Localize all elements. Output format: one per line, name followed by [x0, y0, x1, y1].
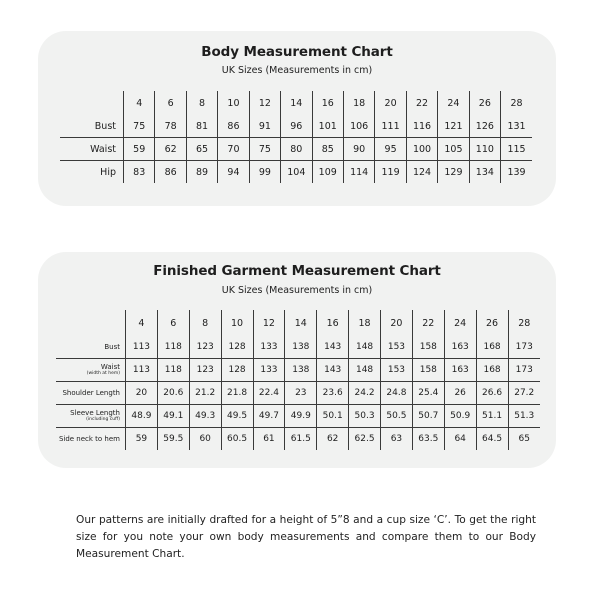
- table-cell: 133: [253, 359, 285, 382]
- table-cell: 48.9: [126, 405, 158, 428]
- table-cell: 49.9: [285, 405, 317, 428]
- size-header-24: 24: [438, 91, 469, 115]
- table-cell: 129: [438, 161, 469, 184]
- table-cell: 173: [508, 359, 540, 382]
- table-cell: 113: [126, 359, 158, 382]
- table-cell: 21.2: [189, 382, 221, 405]
- table-cell: 49.7: [253, 405, 285, 428]
- body-measurement-table: [60, 91, 532, 183]
- table-cell: 59: [126, 428, 158, 451]
- table-cell: 20.6: [157, 382, 189, 405]
- table-cell: 26.6: [476, 382, 508, 405]
- table-cell: 148: [349, 336, 381, 359]
- size-header-4: 4: [124, 91, 155, 115]
- row-header: [56, 428, 126, 451]
- row-sublabel: (width at hem): [86, 371, 120, 376]
- table-cell: 143: [317, 359, 349, 382]
- table-cell: 59.5: [157, 428, 189, 451]
- row-header: [60, 115, 124, 138]
- table-cell: 24.2: [349, 382, 381, 405]
- table-cell: 91: [249, 115, 280, 138]
- table-cell: 60: [189, 428, 221, 451]
- table-cell: 158: [412, 359, 444, 382]
- table-cell: 133: [253, 336, 285, 359]
- table-cell: 24.8: [381, 382, 413, 405]
- corner-cell: [60, 91, 124, 115]
- table-cell: 123: [189, 359, 221, 382]
- table-cell: 85: [312, 138, 343, 161]
- table-cell: 110: [469, 138, 500, 161]
- table-row: [60, 115, 532, 138]
- table-cell: 50.5: [381, 405, 413, 428]
- table-cell: 51.3: [508, 405, 540, 428]
- table-cell: 163: [444, 359, 476, 382]
- table-cell: 23: [285, 382, 317, 405]
- table-cell: 26: [444, 382, 476, 405]
- table-cell: 23.6: [317, 382, 349, 405]
- size-header-14: 14: [281, 91, 312, 115]
- table-cell: 51.1: [476, 405, 508, 428]
- table-cell: 138: [285, 336, 317, 359]
- table-cell: 50.1: [317, 405, 349, 428]
- row-header: [60, 161, 124, 184]
- table-cell: 62.5: [349, 428, 381, 451]
- table-cell: 59: [124, 138, 155, 161]
- size-header-6: 6: [155, 91, 186, 115]
- table-cell: 61.5: [285, 428, 317, 451]
- table-cell: 116: [406, 115, 437, 138]
- table-cell: 62: [317, 428, 349, 451]
- row-sublabel: (including cuff): [86, 417, 120, 422]
- table-cell: 128: [221, 336, 253, 359]
- table-cell: 168: [476, 336, 508, 359]
- row-header: [56, 359, 126, 382]
- table-row: [56, 359, 540, 382]
- table-cell: 63: [381, 428, 413, 451]
- table-cell: 50.9: [444, 405, 476, 428]
- table-cell: 49.5: [221, 405, 253, 428]
- size-header-26: 26: [476, 310, 508, 336]
- row-header: [56, 336, 126, 359]
- row-label: Waist: [100, 363, 120, 371]
- table-cell: 119: [375, 161, 406, 184]
- table-cell: 121: [438, 115, 469, 138]
- table-cell: 62: [155, 138, 186, 161]
- body-measurement-card: [38, 31, 556, 206]
- table-cell: 86: [155, 161, 186, 184]
- size-header-22: 22: [412, 310, 444, 336]
- table-cell: 65: [186, 138, 217, 161]
- table-cell: 81: [186, 115, 217, 138]
- table-cell: 109: [312, 161, 343, 184]
- size-header-18: 18: [343, 91, 374, 115]
- table-cell: 143: [317, 336, 349, 359]
- table-cell: 124: [406, 161, 437, 184]
- row-header: [60, 138, 124, 161]
- row-label: Shoulder Length: [62, 389, 120, 397]
- table-row: [56, 382, 540, 405]
- table-cell: 70: [218, 138, 249, 161]
- row-label: Hip: [100, 166, 116, 178]
- size-header-20: 20: [381, 310, 413, 336]
- table-cell: 139: [501, 161, 532, 184]
- table-cell: 20: [126, 382, 158, 405]
- table-cell: 148: [349, 359, 381, 382]
- body-chart-subtitle: UK Sizes (Measurements in cm): [221, 65, 373, 76]
- row-label: Side neck to hem: [58, 435, 120, 443]
- table-row: [56, 428, 540, 451]
- size-header-14: 14: [285, 310, 317, 336]
- table-cell: 138: [285, 359, 317, 382]
- table-row: [56, 405, 540, 428]
- sizing-note: Our patterns are initially drafted for a height of 5”8 and a cup size ‘C’. To get the right size for you note your own body measurements and compare them to our Body Measurement Chart.: [76, 514, 536, 560]
- table-cell: 63.5: [412, 428, 444, 451]
- table-cell: 100: [406, 138, 437, 161]
- table-cell: 83: [124, 161, 155, 184]
- size-header-12: 12: [253, 310, 285, 336]
- garment-chart-subtitle: UK Sizes (Measurements in cm): [221, 285, 373, 296]
- garment-measurement-table: [56, 310, 540, 450]
- table-cell: 118: [157, 359, 189, 382]
- table-cell: 80: [281, 138, 312, 161]
- table-cell: 75: [124, 115, 155, 138]
- table-cell: 49.1: [157, 405, 189, 428]
- table-row: [60, 138, 532, 161]
- table-cell: 50.3: [349, 405, 381, 428]
- size-header-8: 8: [189, 310, 221, 336]
- size-header-26: 26: [469, 91, 500, 115]
- table-cell: 105: [438, 138, 469, 161]
- size-header-row: [56, 310, 540, 336]
- corner-cell: [56, 310, 126, 336]
- table-cell: 114: [343, 161, 374, 184]
- table-cell: 94: [218, 161, 249, 184]
- table-cell: 168: [476, 359, 508, 382]
- table-cell: 96: [281, 115, 312, 138]
- row-label: Bust: [94, 120, 116, 132]
- size-header-10: 10: [221, 310, 253, 336]
- table-cell: 153: [381, 336, 413, 359]
- table-row: [56, 336, 540, 359]
- size-header-8: 8: [186, 91, 217, 115]
- size-header-4: 4: [126, 310, 158, 336]
- garment-chart-title: Finished Garment Measurement Chart: [153, 263, 441, 279]
- table-cell: 115: [501, 138, 532, 161]
- size-header-28: 28: [501, 91, 532, 115]
- table-cell: 25.4: [412, 382, 444, 405]
- row-header: [56, 405, 126, 428]
- row-label: Waist: [90, 143, 116, 155]
- table-cell: 99: [249, 161, 280, 184]
- table-cell: 128: [221, 359, 253, 382]
- size-header-24: 24: [444, 310, 476, 336]
- table-cell: 75: [249, 138, 280, 161]
- size-header-6: 6: [157, 310, 189, 336]
- table-cell: 22.4: [253, 382, 285, 405]
- size-header-16: 16: [312, 91, 343, 115]
- table-cell: 60.5: [221, 428, 253, 451]
- row-header: [56, 382, 126, 405]
- size-header-18: 18: [349, 310, 381, 336]
- table-cell: 49.3: [189, 405, 221, 428]
- size-header-12: 12: [249, 91, 280, 115]
- table-cell: 78: [155, 115, 186, 138]
- size-header-28: 28: [508, 310, 540, 336]
- table-cell: 50.7: [412, 405, 444, 428]
- size-header-22: 22: [406, 91, 437, 115]
- body-chart-title: Body Measurement Chart: [201, 44, 393, 60]
- size-header-20: 20: [375, 91, 406, 115]
- garment-measurement-card: [38, 252, 556, 468]
- row-label: Sleeve Length: [70, 409, 120, 417]
- table-cell: 153: [381, 359, 413, 382]
- table-cell: 101: [312, 115, 343, 138]
- table-cell: 118: [157, 336, 189, 359]
- table-cell: 90: [343, 138, 374, 161]
- table-cell: 64.5: [476, 428, 508, 451]
- table-cell: 113: [126, 336, 158, 359]
- table-cell: 158: [412, 336, 444, 359]
- table-cell: 173: [508, 336, 540, 359]
- table-cell: 104: [281, 161, 312, 184]
- table-cell: 86: [218, 115, 249, 138]
- table-cell: 163: [444, 336, 476, 359]
- table-cell: 89: [186, 161, 217, 184]
- table-cell: 64: [444, 428, 476, 451]
- table-cell: 106: [343, 115, 374, 138]
- row-label: Bust: [104, 343, 120, 351]
- table-cell: 95: [375, 138, 406, 161]
- size-header-16: 16: [317, 310, 349, 336]
- table-cell: 123: [189, 336, 221, 359]
- table-cell: 131: [501, 115, 532, 138]
- table-cell: 27.2: [508, 382, 540, 405]
- table-row: [60, 161, 532, 184]
- table-cell: 61: [253, 428, 285, 451]
- table-cell: 111: [375, 115, 406, 138]
- table-cell: 126: [469, 115, 500, 138]
- size-header-row: [60, 91, 532, 115]
- table-cell: 21.8: [221, 382, 253, 405]
- table-cell: 65: [508, 428, 540, 451]
- table-cell: 134: [469, 161, 500, 184]
- size-header-10: 10: [218, 91, 249, 115]
